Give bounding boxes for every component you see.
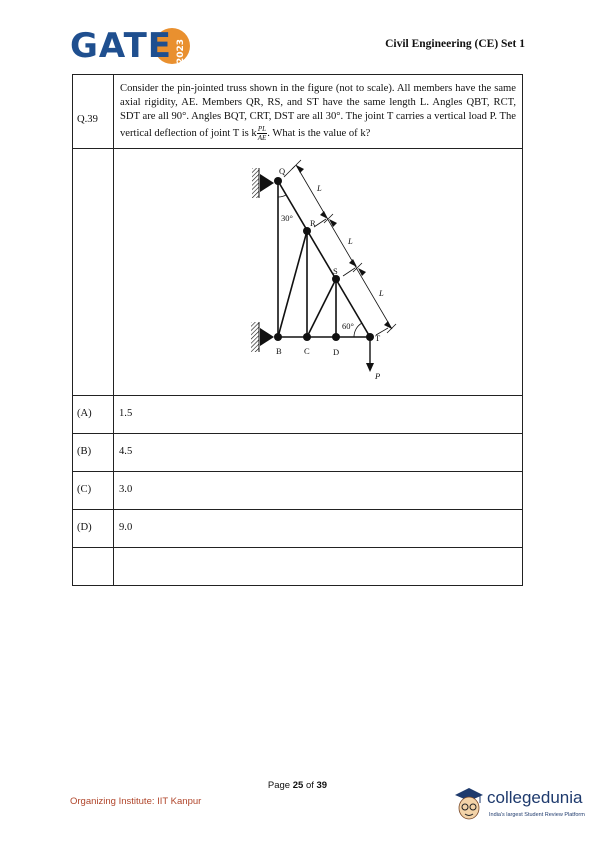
logo-text: GATE [70, 26, 172, 66]
fraction-pl-ae [257, 125, 268, 142]
label-t: T [375, 332, 381, 343]
option-row [73, 471, 523, 509]
question-stem [114, 75, 523, 149]
option-label: (B) [73, 433, 114, 471]
joint-r [303, 227, 311, 235]
page-total: 39 [316, 780, 328, 791]
joint-d [332, 333, 340, 341]
dimension-lines [284, 160, 396, 335]
logo-year: 2023 [176, 38, 186, 64]
bottom-support-wall [251, 322, 259, 352]
angle-label-60: 60° [342, 320, 354, 331]
angle-arc-60 [354, 323, 362, 337]
page-prefix: Page [267, 780, 293, 791]
load-arrow-head [366, 363, 374, 372]
option-row [73, 433, 523, 471]
option-label: (D) [73, 509, 114, 547]
organizing-institute: Organizing Institute: IIT Kanpur [70, 796, 202, 807]
page-current: 25 [292, 780, 304, 791]
joint-c [303, 333, 311, 341]
figure-empty-cell [73, 148, 114, 395]
collegedunia-logo [449, 782, 589, 826]
length-label-rs: L [348, 235, 353, 246]
angle-label-30: 30° [281, 212, 293, 223]
angle-arc-30 [278, 195, 286, 197]
question-text-after: . What is the value of k? [267, 127, 371, 139]
fraction-denominator: AE [257, 133, 267, 142]
empty-row [73, 547, 523, 585]
mascot-icon [453, 786, 485, 822]
question-table [72, 74, 523, 586]
joint-t [366, 333, 374, 341]
bottom-pin-support [260, 328, 274, 346]
joint-s [332, 275, 340, 283]
option-value: 4.5 [114, 433, 523, 471]
truss-members [278, 181, 370, 337]
label-s: S [333, 265, 338, 276]
option-row [73, 509, 523, 547]
top-support-wall [252, 168, 259, 198]
truss-figure [114, 149, 521, 395]
question-text-before: Consider the pin-jointed truss shown in the figure (not to scale). All members have the same axial rigidity, AE. Members QR, RS, and ST have the same length L. Angles QBT, RCT, SDT are all 90°. Angles BQT, CRT, DST are all 30°. The joint T carries a vertical load P. The vertical deflection of joint T is k [120, 83, 516, 139]
question-number: Q.39 [73, 75, 114, 149]
option-value: 9.0 [114, 509, 523, 547]
joint-b [274, 333, 282, 341]
label-b: B [276, 345, 282, 356]
label-c: C [304, 345, 310, 356]
figure-row [73, 148, 523, 395]
label-q: Q [279, 165, 286, 176]
top-pin-support [260, 174, 274, 192]
length-label-st: L [379, 287, 384, 298]
option-label: (A) [73, 395, 114, 433]
length-label-qr: L [317, 182, 322, 193]
option-row [73, 395, 523, 433]
empty-cell [114, 547, 523, 585]
page-header [70, 24, 525, 74]
truss-figure-cell [114, 148, 523, 395]
option-label: (C) [73, 471, 114, 509]
option-value: 1.5 [114, 395, 523, 433]
gate-logo [70, 24, 200, 72]
option-value: 3.0 [114, 471, 523, 509]
joint-q [274, 177, 282, 185]
empty-cell [73, 547, 114, 585]
page-mid: of [303, 780, 317, 791]
question-row [73, 75, 523, 149]
brand-name: collegedunia [487, 788, 583, 807]
fraction-numerator: PL [257, 124, 267, 133]
paper-title: Civil Engineering (CE) Set 1 [385, 38, 525, 50]
brand-tagline: India's largest Student Review Platform [489, 812, 585, 818]
load-label: P [375, 370, 381, 381]
label-r: R [310, 217, 316, 228]
label-d: D [333, 346, 340, 357]
